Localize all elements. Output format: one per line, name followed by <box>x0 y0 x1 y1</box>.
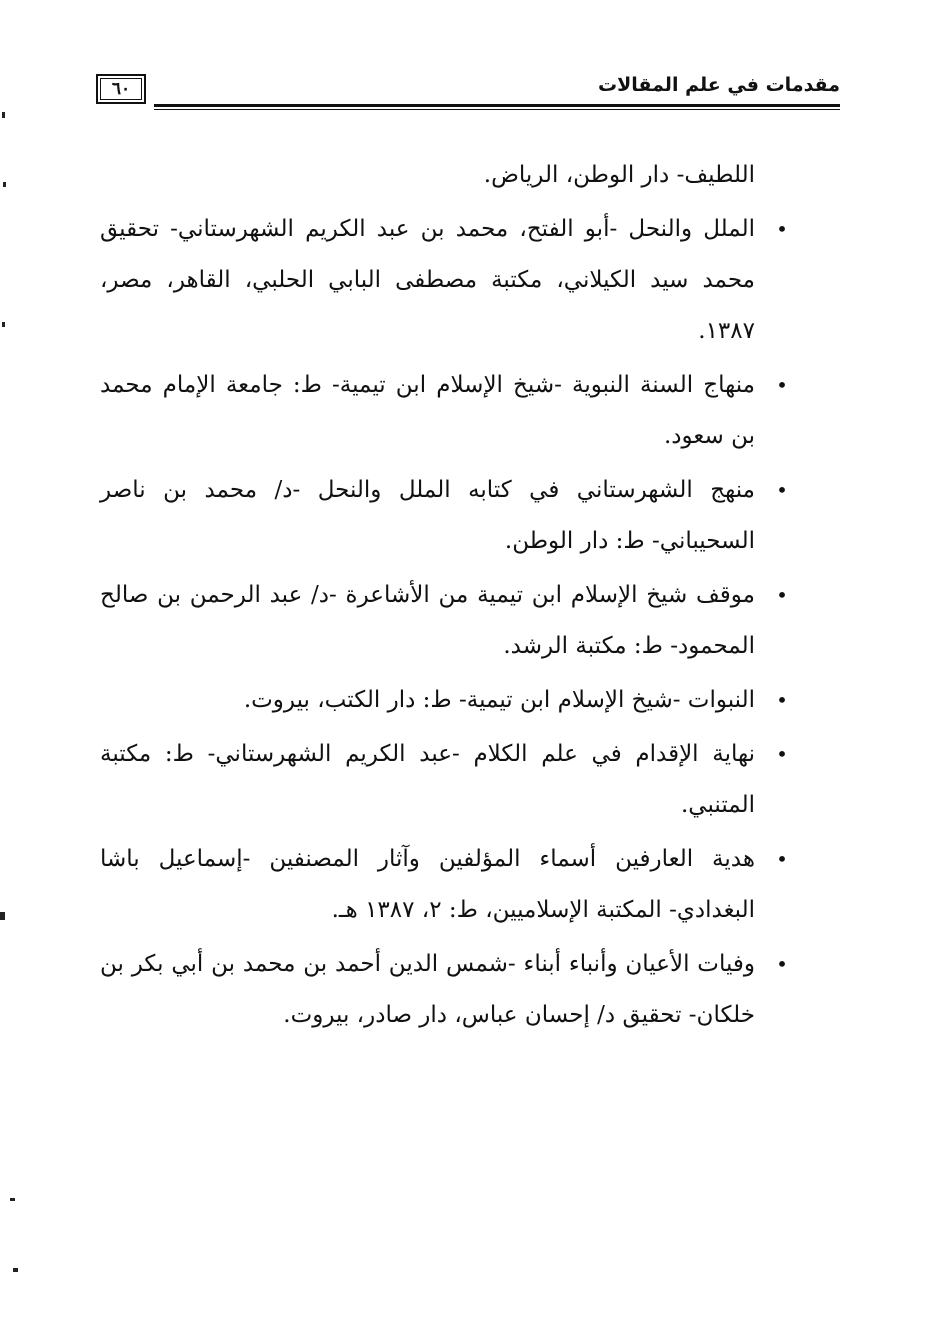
bullet-icon: • <box>776 952 788 976</box>
header-rule <box>154 104 840 107</box>
entry-text: منهج الشهرستاني في كتابه الملل والنحل -د/ محمد بن ناصر السحيباني- ط: دار الوطن. <box>100 477 755 554</box>
bullet-icon: • <box>776 688 788 712</box>
page-number: ٦٠ <box>100 78 142 100</box>
bullet-icon: • <box>776 217 788 241</box>
bullet-icon: • <box>776 478 788 502</box>
bullet-icon: • <box>776 742 788 766</box>
entry-text: موقف شيخ الإسلام ابن تيمية من الأشاعرة -د/ عبد الرحمن بن صالح المحمود- ط: مكتبة الرشد. <box>100 582 755 659</box>
bullet-icon: • <box>776 373 788 397</box>
bullet-icon: • <box>776 847 788 871</box>
scan-speck <box>2 322 5 327</box>
bullet-icon: • <box>776 583 788 607</box>
scan-speck <box>10 1198 15 1201</box>
entry-text: النبوات -شيخ الإسلام ابن تيمية- ط: دار الكتب، بيروت. <box>243 687 755 713</box>
page-number-box <box>96 74 146 104</box>
header-rule-thin <box>154 109 840 110</box>
entry-text: هدية العارفين أسماء المؤلفين وآثار المصنفين -إسماعيل باشا البغدادي- المكتبة الإسلاميين، ط: ٢، ١٣٨٧ هـ. <box>100 846 755 923</box>
bibliography-entry <box>100 204 800 357</box>
entry-text: الملل والنحل -أبو الفتح، محمد بن عبد الكريم الشهرستاني- تحقيق محمد سيد الكيلاني، مكتبة مصطفى البابي الحلبي، القاهر، مصر، ١٣٨٧. <box>100 216 755 344</box>
bibliography-entry <box>100 834 800 936</box>
bibliography-entry <box>100 729 800 831</box>
scan-speck <box>2 112 5 118</box>
page-header <box>96 70 840 110</box>
running-title: مقدمات في علم المقالات <box>598 74 840 96</box>
entry-text: وفيات الأعيان وأنباء أبناء -شمس الدين أحمد بن محمد بن أبي بكر بن خلكان- تحقيق د/ إحسان عباس، دار صادر، بيروت. <box>100 951 755 1028</box>
scan-speck <box>13 1268 18 1272</box>
bibliography-list <box>100 150 800 1041</box>
bibliography-entry <box>100 939 800 1041</box>
entry-text: نهاية الإقدام في علم الكلام -عبد الكريم الشهرستاني- ط: مكتبة المتنبي. <box>100 741 755 818</box>
continued-entry-text: اللطيف- دار الوطن، الرياض. <box>483 162 755 188</box>
bibliography-entry <box>100 360 800 462</box>
bibliography-entry <box>100 465 800 567</box>
scan-speck <box>0 912 5 920</box>
bibliography-entry <box>100 570 800 672</box>
scan-speck <box>3 182 6 187</box>
bibliography-entry <box>100 675 800 726</box>
entry-text: منهاج السنة النبوية -شيخ الإسلام ابن تيمية- ط: جامعة الإمام محمد بن سعود. <box>100 372 755 449</box>
